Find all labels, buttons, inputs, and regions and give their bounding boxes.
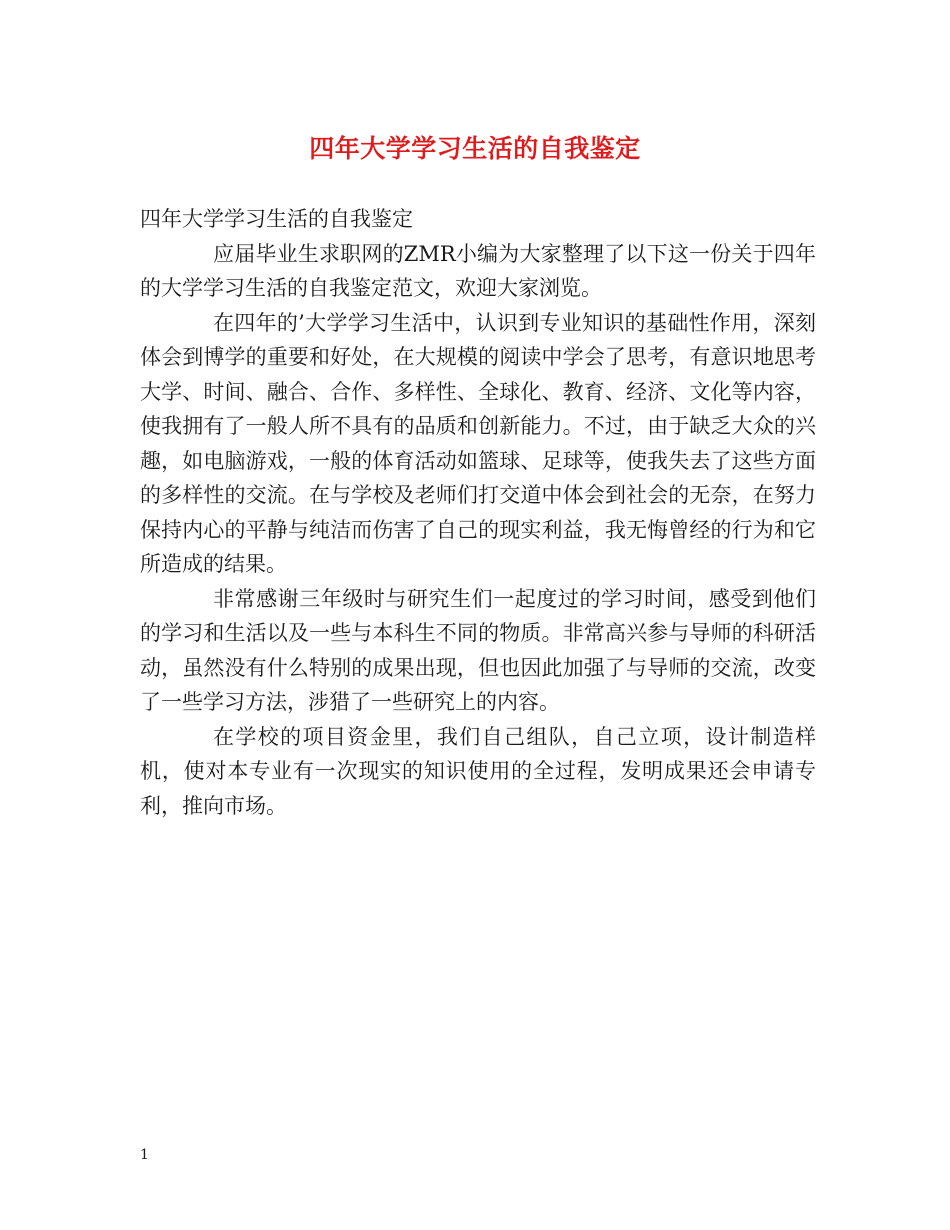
document-title: 四年大学学习生活的自我鉴定: [309, 134, 641, 163]
document-body: [140, 202, 816, 823]
paragraph-project: 在学校的项目资金里，我们自己组队，自己立项，设计制造样机，使对本专业有一次现实的知识使用的全过程，发明成果还会申请专利，推向市场。: [140, 724, 816, 818]
paragraph-research: 非常感谢三年级时与研究生们一起度过的学习时间，感受到他们的学习和生活以及一些与本科生不同的物质。非常高兴参与导师的科研活动，虽然没有什么特别的成果出现，但也因此加强了与导师的交流，改变了一些学习方法，涉猎了一些研究上的内容。: [140, 586, 816, 714]
paragraph-intro: 应届毕业生求职网的ZMR小编为大家整理了以下这一份关于四年的大学学习生活的自我鉴定范文，欢迎大家浏览。: [140, 241, 816, 300]
document-subtitle: 四年大学学习生活的自我鉴定: [140, 207, 413, 231]
paragraph-study-life: 在四年的’大学学习生活中，认识到专业知识的基础性作用，深刻体会到博学的重要和好处，在大规模的阅读中学会了思考，有意识地思考大学、时间、融合、合作、多样性、全球化、教育、经济、文化等内容，使我拥有了一般人所不具有的品质和创新能力。不过，由于缺乏大众的兴趣，如电脑游戏，一般的体育活动如篮球、足球等，使我失去了这些方面的多样性的交流。在与学校及老师们打交道中体会到社会的无奈，在努力保持内心的平静与纯洁而伤害了自己的现实利益，我无悔曾经的行为和它所造成的结果。: [140, 310, 816, 576]
page-number: 1: [140, 1147, 149, 1163]
